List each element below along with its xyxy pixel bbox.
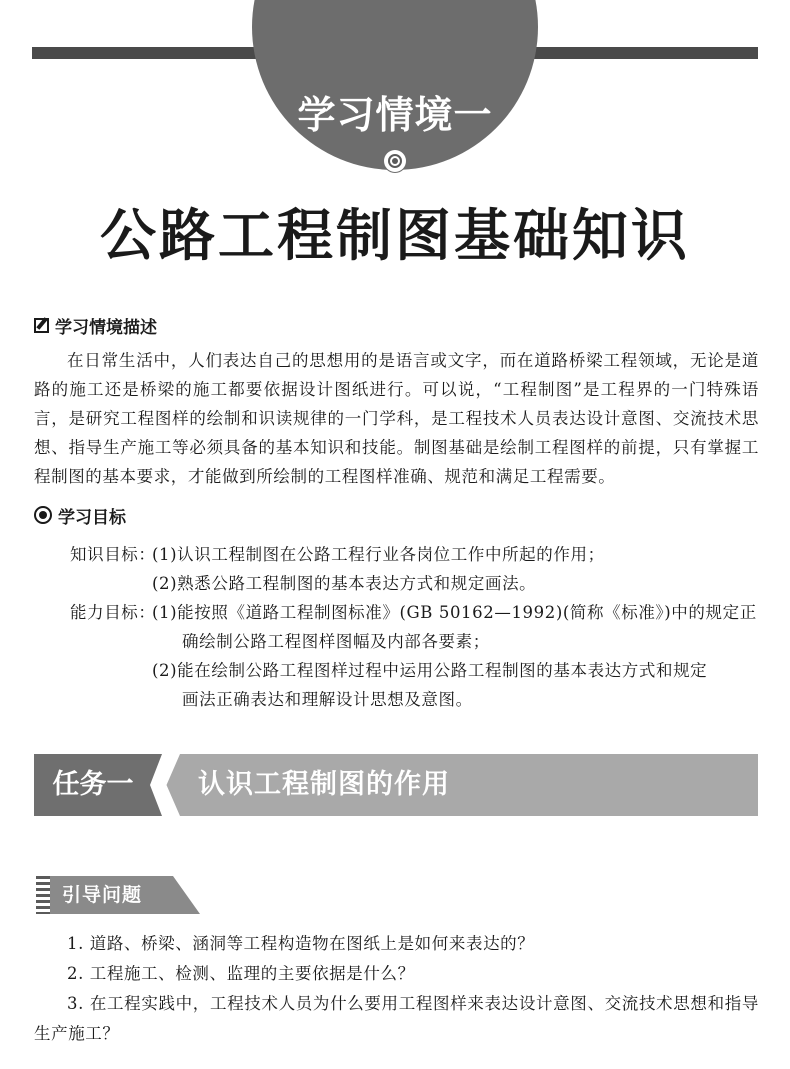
header-bar-left — [32, 47, 264, 59]
knowledge-item: (2)熟悉公路工程制图的基本表达方式和规定画法。 — [152, 574, 537, 593]
pencil-square-icon — [34, 318, 49, 333]
target-icon — [384, 150, 406, 172]
knowledge-label: 知识目标： — [70, 545, 156, 564]
question-list — [34, 929, 759, 1049]
objectives-heading-text: 学习目标 — [58, 507, 126, 528]
header-bar-right — [528, 47, 758, 59]
ability-item: (1)能按照《道路工程制图标准》(GB 50162—1992)(简称《标准》)中的规定正 — [152, 603, 757, 622]
ability-item-cont: 画法正确表达和理解设计思想及意图。 — [182, 690, 473, 709]
stripe-icon — [36, 876, 50, 914]
description-heading-text: 学习情境描述 — [55, 317, 157, 338]
question-item: 3. 在工程实践中，工程技术人员为什么要用工程图样来表达设计意图、交流技术思想和指导生产施工？ — [34, 994, 759, 1043]
task-number: 任务一 — [52, 769, 134, 800]
ability-item: (2)能在绘制公路工程图样过程中运用公路工程制图的基本表达方式和规定 — [152, 661, 708, 680]
ability-item-cont: 确绘制公路工程图样图幅及内部各要素； — [182, 632, 490, 651]
question-item: 2. 工程施工、检测、监理的主要依据是什么？ — [67, 964, 415, 983]
chapter-label: 学习情境一 — [297, 93, 493, 137]
objectives-heading — [34, 502, 126, 528]
description-text: 在日常生活中，人们表达自己的思想用的是语言或文字，而在道路桥梁工程领域，无论是道路的施工还是桥梁的施工都要依据设计图纸进行。可以说，“工程制图”是工程界的一门特殊语言，是研究工程图样的绘制和识读规律的一门学科，是工程技术人员表达设计意图、交流技术思想、指导生产施工等必须具备的基本知识和技能。制图基础是绘制工程图样的前提，只有掌握工程制图的基本要求，才能做到所绘制的工程图样准确、规范和满足工程需要。 — [34, 351, 759, 486]
page-title: 公路工程制图基础知识 — [100, 204, 690, 269]
task-title: 认识工程制图的作用 — [198, 769, 450, 800]
ability-label: 能力目标： — [70, 603, 156, 622]
target-icon — [34, 506, 52, 524]
description-heading — [34, 312, 157, 338]
question-item: 1. 道路、桥梁、涵洞等工程构造物在图纸上是如何来表达的？ — [67, 934, 535, 953]
guide-label: 引导问题 — [62, 884, 143, 906]
knowledge-item: (1)认识工程制图在公路工程行业各岗位工作中所起的作用； — [152, 545, 605, 564]
